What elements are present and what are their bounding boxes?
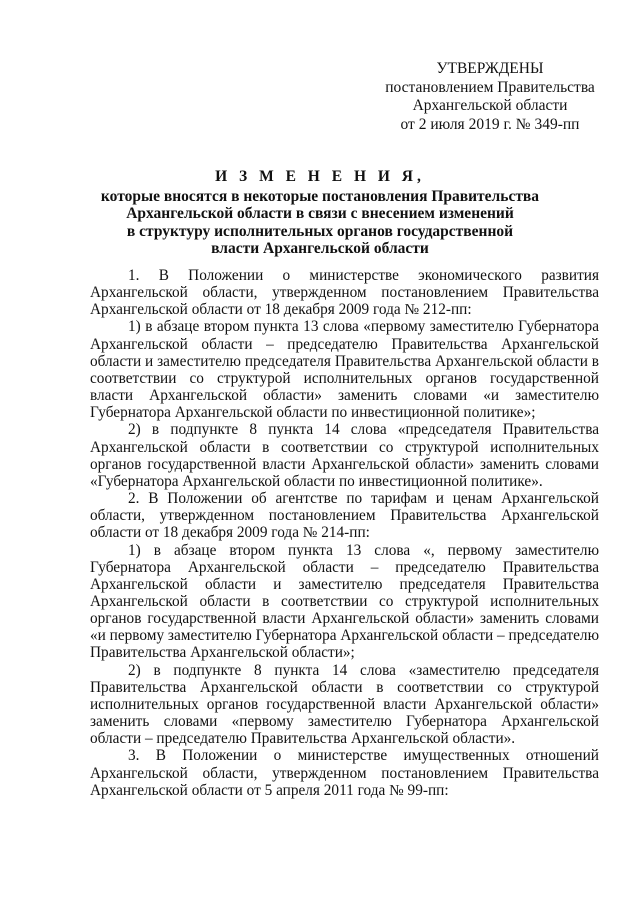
document-title: И З М Е Н Е Н И Я, xyxy=(215,168,425,185)
approval-block xyxy=(350,60,630,134)
approval-heading: УТВЕРЖДЕНЫ xyxy=(436,60,544,77)
approval-line: Архангельской области xyxy=(412,97,568,114)
document-subtitle-line: власти Архангельской области xyxy=(211,240,429,257)
paragraph-item-3: 3. В Положении о министерстве имущественных отношений Архангельской области, утвержденном постановлением Правительства Архангельской области от 5 апреля 2011 года № 99-пп: xyxy=(90,747,599,799)
approval-date-number: от 2 июля 2019 г. № 349-пп xyxy=(400,115,580,133)
paragraph-subitem: 1) в абзаце втором пункта 13 слова «первому заместителю Губернатора Архангельской области – председателю Правительства Архангельской области и заместителю председателя Правительства Архангельской области в соответствии со структурой исполнительных органов государственной власти Архангельской области» заменить словами «и заместителю Губернатора Архангельской области по инвестиционной политике»; xyxy=(90,318,599,422)
paragraph-item-1: 1. В Положении о министерстве экономического развития Архангельской области, утвержденном постановлением Правительства Архангельской области от 18 декабря 2009 года № 212-пп: xyxy=(90,267,599,319)
document-title-block xyxy=(60,168,580,258)
document-subtitle-line: которые вносятся в некоторые постановления Правительства xyxy=(100,187,540,205)
paragraph-subitem: 1) в абзаце втором пункта 13 слова «, первому заместителю Губернатора Архангельской области – председателю Правительства Архангельской области и заместителю председателя Правительства Архангельской области в соответствии со структурой исполнительных органов государственной власти Архангельской области» заменить словами «и первому заместителю Губернатора Архангельской области – председателю Правительства Архангельской области»; xyxy=(90,541,599,662)
paragraph-subitem: 2) в подпункте 8 пункта 14 слова «председателя Правительства Архангельской области в соответствии со структурой исполнительных органов государственной власти Архангельской области» заменить словами «Губернатора Архангельской области по инвестиционной политике». xyxy=(90,421,599,490)
document-subtitle-line: в структуру исполнительных органов государственной xyxy=(126,222,514,240)
document-subtitle-line: Архангельской области в связи с внесением изменений xyxy=(126,205,514,222)
approval-line: постановлением Правительства xyxy=(385,78,595,96)
paragraph-item-2: 2. В Положении об агентстве по тарифам и ценам Архангельской области, утвержденном постановлением Правительства Архангельской области от 18 декабря 2009 года № 214-пп: xyxy=(90,490,599,542)
paragraph-subitem: 2) в подпункте 8 пункта 14 слова «заместителю председателя Правительства Архангельской области в соответствии со структурой исполнительных органов государственной власти Архангельской области» заменить словами «первому заместителю Губернатора Архангельской области – председателю Правительства Архангельской области». xyxy=(90,661,599,748)
document-body xyxy=(90,267,599,799)
